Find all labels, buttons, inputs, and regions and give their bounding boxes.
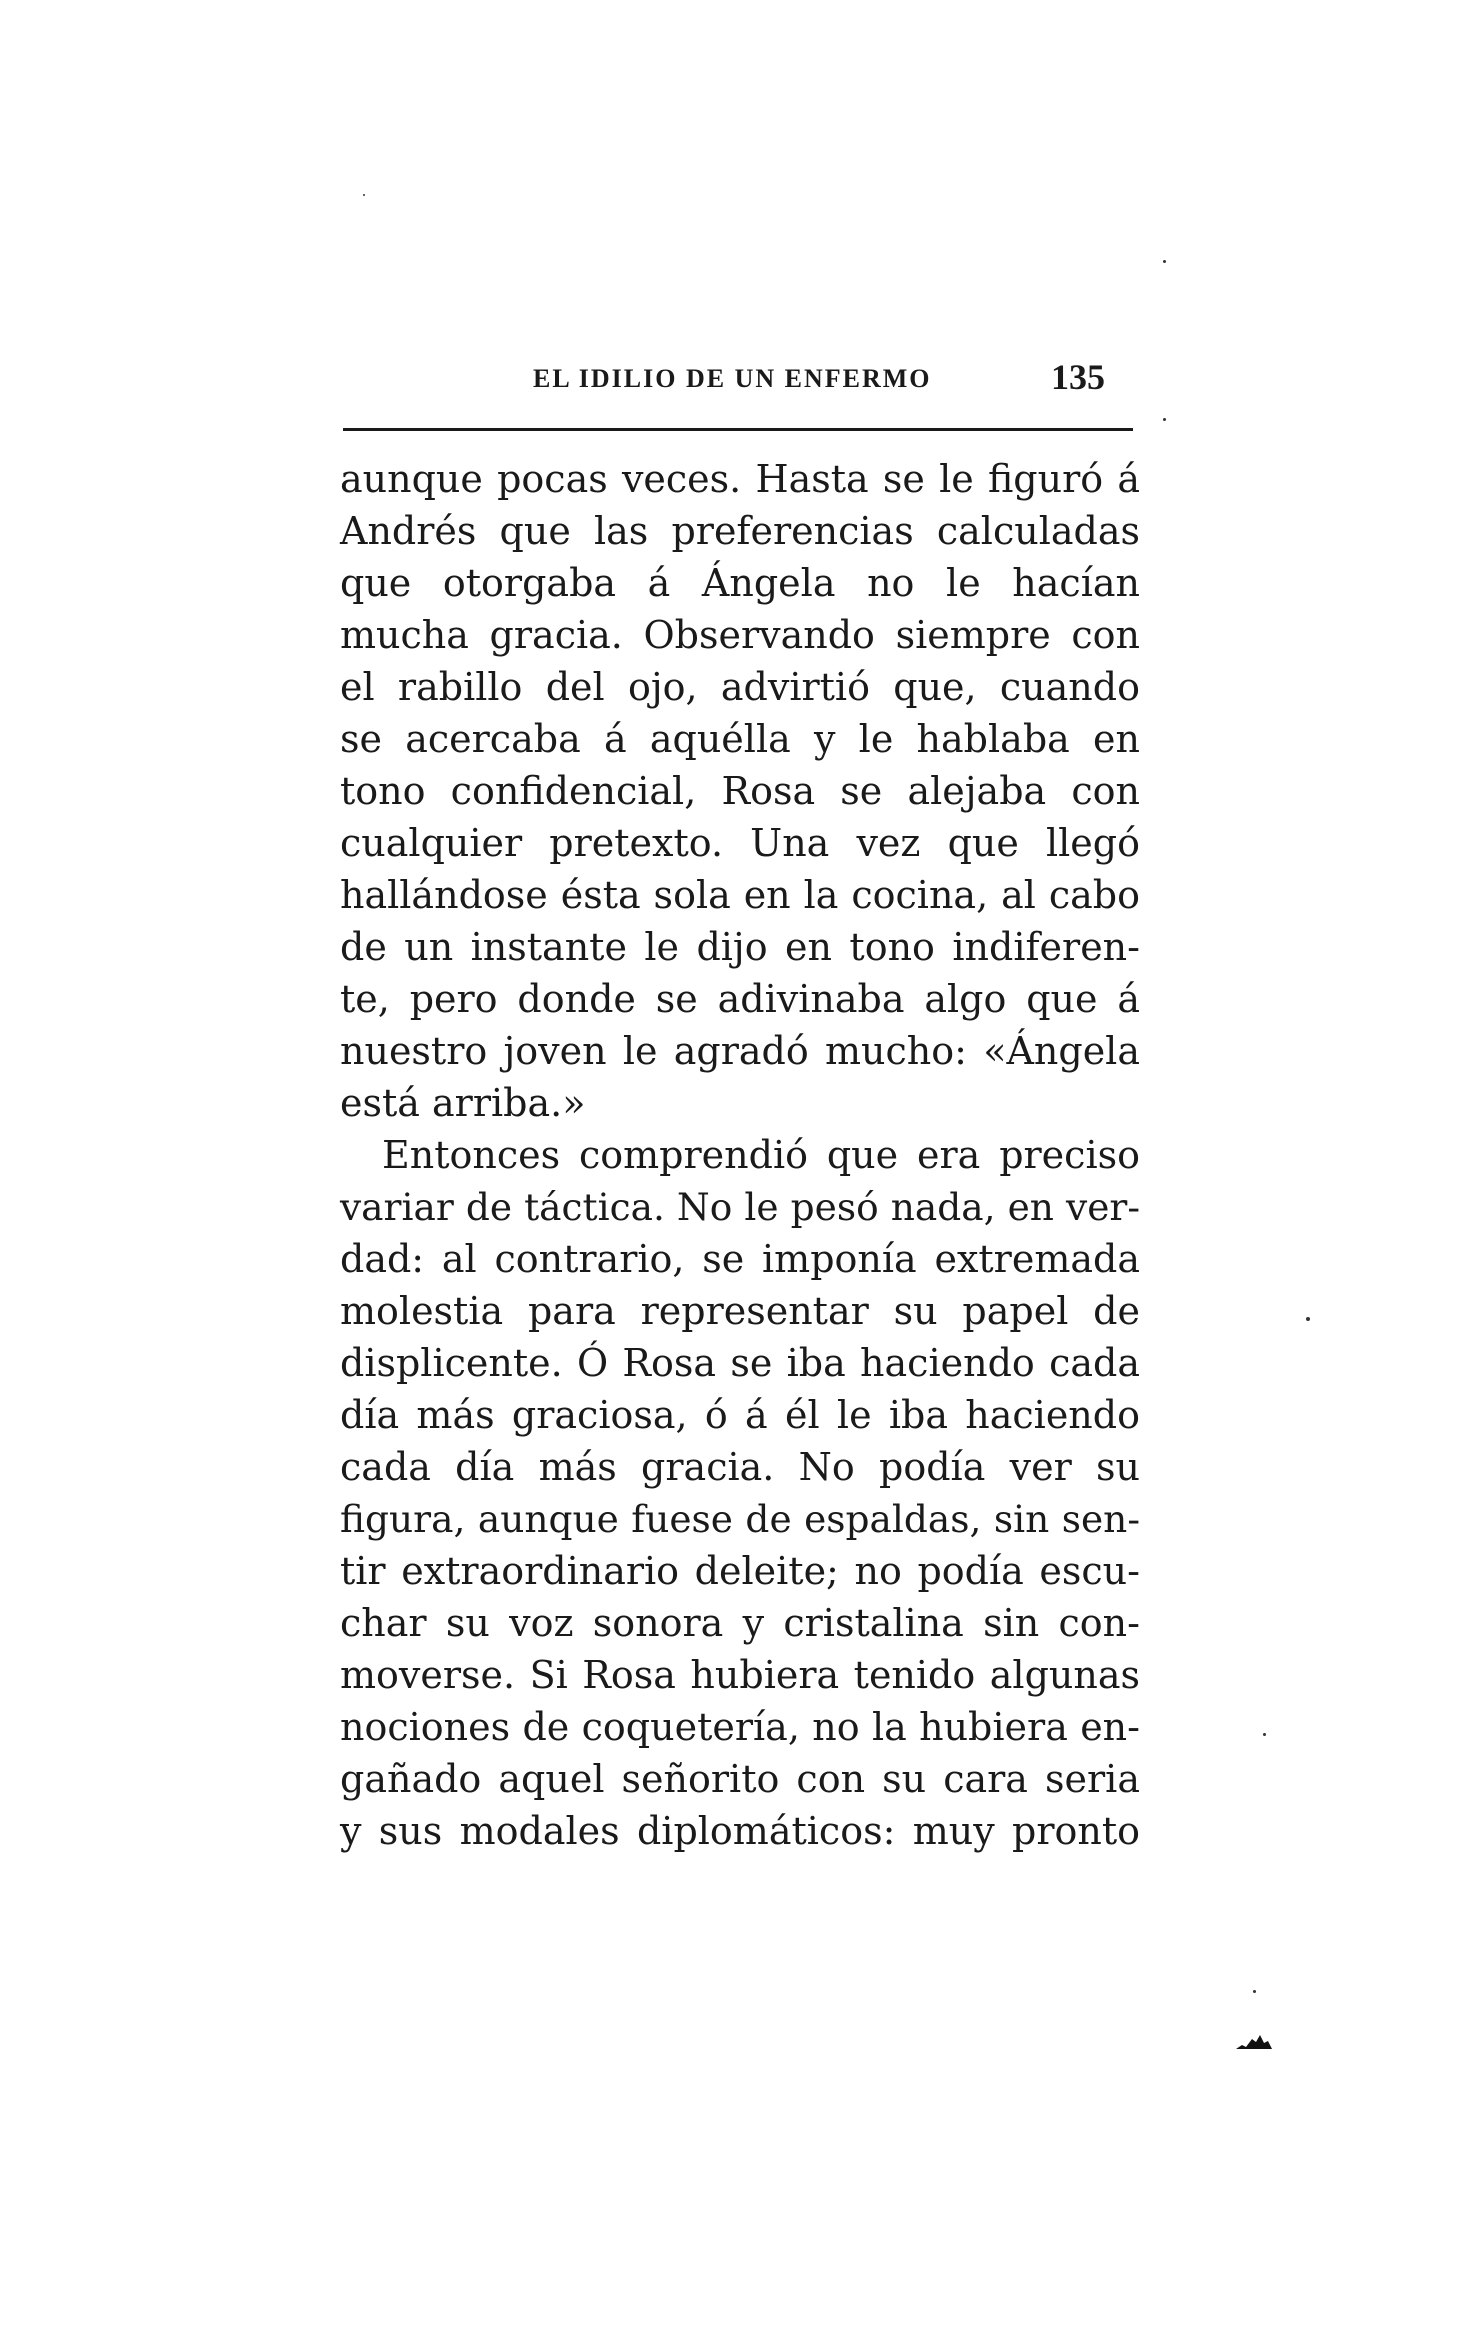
scan-speck — [363, 194, 365, 196]
scan-speck — [1253, 1990, 1256, 1993]
text-line: tono confidencial, Rosa se alejaba con — [340, 769, 1140, 813]
text-line: gañado aquel señorito con su cara seria — [340, 1757, 1140, 1801]
text-line: te, pero donde se adivinaba algo que á — [340, 977, 1140, 1021]
text-line: de un instante le dijo en tono indiferen- — [340, 925, 1140, 969]
header-rule — [343, 428, 1133, 431]
page-number: 135 — [1051, 357, 1105, 397]
text-line: moverse. Si Rosa hubiera tenido algunas — [340, 1653, 1140, 1697]
text-line: dad: al contrario, se imponía extremada — [340, 1237, 1140, 1281]
text-line: nociones de coquetería, no la hubiera en- — [340, 1705, 1140, 1749]
text-line: se acercaba á aquélla y le hablaba en — [340, 717, 1140, 761]
ink-blot-mark — [1234, 2033, 1274, 2051]
scan-speck — [1163, 418, 1166, 421]
text-line: mucha gracia. Observando siempre con — [340, 613, 1140, 657]
text-line: molestia para representar su papel de — [340, 1289, 1140, 1333]
scan-speck — [1306, 1317, 1310, 1321]
text-line: cada día más gracia. No podía ver su — [340, 1445, 1140, 1489]
text-line: figura, aunque fuese de espaldas, sin sen- — [340, 1497, 1140, 1541]
text-line: nuestro joven le agradó mucho: «Ángela — [340, 1029, 1140, 1073]
text-line: el rabillo del ojo, advirtió que, cuando — [340, 665, 1140, 709]
text-line: tir extraordinario deleite; no podía escu- — [340, 1549, 1140, 1593]
scan-speck — [1163, 260, 1166, 263]
paragraph-start-line: Entonces comprendió que era preciso — [382, 1133, 1140, 1177]
running-head — [343, 356, 1125, 406]
text-line: cualquier pretexto. Una vez que llegó — [340, 821, 1140, 865]
text-line: displicente. Ó Rosa se iba haciendo cada — [340, 1341, 1140, 1385]
text-line: aunque pocas veces. Hasta se le figuró á — [340, 457, 1140, 501]
text-line: variar de táctica. No le pesó nada, en ver- — [340, 1185, 1140, 1229]
text-line: día más graciosa, ó á él le iba haciendo — [340, 1393, 1140, 1437]
text-line: que otorgaba á Ángela no le hacían — [340, 561, 1140, 605]
running-title: EL IDILIO DE UN ENFERMO — [533, 364, 932, 393]
text-line: char su voz sonora y cristalina sin con- — [340, 1601, 1140, 1645]
paragraph-end-line: está arriba.» — [340, 1081, 586, 1125]
text-line: hallándose ésta sola en la cocina, al cabo — [340, 873, 1140, 917]
body-text — [340, 453, 1140, 1857]
text-line: Andrés que las preferencias calculadas — [340, 509, 1140, 553]
scan-speck — [1263, 1733, 1266, 1736]
text-line: y sus modales diplomáticos: muy pronto — [340, 1809, 1140, 1853]
